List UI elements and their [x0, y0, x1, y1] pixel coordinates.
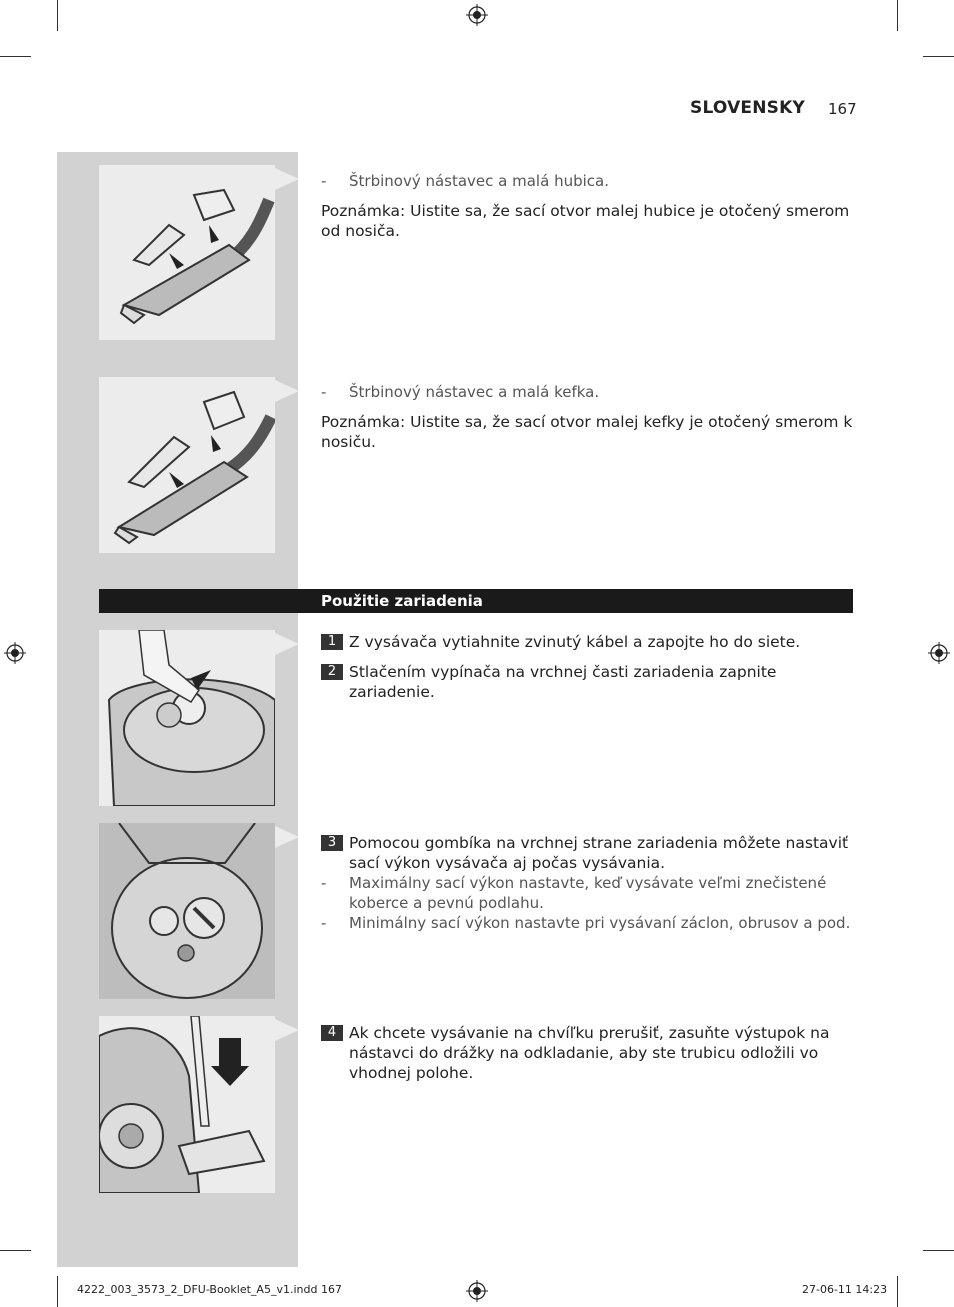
- bullet-dash: -: [321, 874, 327, 892]
- step-number: 4: [321, 1025, 343, 1041]
- note-text: Poznámka: Uistite sa, že sací otvor malej kefky je otočený smerom k nosiču.: [321, 413, 853, 451]
- step-number: 2: [321, 664, 343, 680]
- step-text: Z vysávača vytiahnite zvinutý kábel a zapojte ho do siete.: [349, 633, 801, 651]
- illustration-pointer: [275, 168, 299, 190]
- illustration-on-off-switch: [99, 630, 275, 806]
- step-2: [321, 662, 856, 702]
- step-text: Ak chcete vysávanie na chvíľku prerušiť, zasuňte výstupok na nástavci do drážky na odkladanie, aby ste trubicu odložili vo vhodnej polohe.: [349, 1024, 830, 1082]
- section-title: Použitie zariadenia: [321, 592, 483, 610]
- page-number: 167: [828, 100, 857, 118]
- illustration-power-knob: [99, 823, 275, 999]
- crop-mark-icon: [923, 1250, 954, 1251]
- step-3: [321, 833, 856, 873]
- step-number: 3: [321, 835, 343, 851]
- list-item: [321, 873, 856, 913]
- crop-mark-icon: [57, 1276, 58, 1307]
- crop-mark-icon: [0, 56, 31, 57]
- list-item: [321, 913, 856, 933]
- bullet-text: Maximálny sací výkon nastavte, keď vysávate veľmi znečistené koberce a pevnú podlahu.: [349, 874, 827, 912]
- registration-mark-icon: [466, 1280, 488, 1302]
- bullet-text: Štrbinový nástavec a malá hubica.: [349, 172, 609, 190]
- crop-mark-icon: [897, 0, 898, 31]
- step-1: [321, 632, 856, 652]
- bullet-dash: -: [321, 383, 327, 401]
- step-text: Stlačením vypínača na vrchnej časti zariadenia zapnite zariadenie.: [349, 663, 777, 701]
- footer-date: 27-06-11 14:23: [802, 1283, 888, 1296]
- crop-mark-icon: [897, 1276, 898, 1307]
- registration-mark-icon: [466, 4, 488, 26]
- block2: [321, 382, 856, 452]
- illustration-crevice-nozzle: [99, 165, 275, 340]
- step-4: [321, 1023, 856, 1083]
- note-text: Poznámka: Uistite sa, že sací otvor malej hubice je otočený smerom od nosiča.: [321, 202, 850, 240]
- step-4-block: [321, 1023, 856, 1083]
- block1: [321, 171, 856, 241]
- crop-mark-icon: [57, 0, 58, 31]
- registration-mark-icon: [928, 642, 950, 664]
- bullet-text: Minimálny sací výkon nastavte pri vysávaní záclon, obrusov a pod.: [349, 914, 851, 932]
- bullet-dash: -: [321, 914, 327, 932]
- illustration-pointer: [275, 1019, 299, 1041]
- illustration-pointer: [275, 633, 299, 655]
- illustration-parking-position: [99, 1016, 275, 1193]
- illustration-crevice-brush: [99, 377, 275, 553]
- illustration-pointer: [275, 380, 299, 402]
- crop-mark-icon: [923, 56, 954, 57]
- section-header: [99, 589, 853, 613]
- header-language: SLOVENSKY: [690, 98, 805, 118]
- registration-mark-icon: [4, 642, 26, 664]
- step-number: 1: [321, 634, 343, 650]
- illustration-pointer: [275, 826, 299, 848]
- step-3-block: [321, 833, 856, 933]
- step-text: Pomocou gombíka na vrchnej strane zariadenia môžete nastaviť sací výkon vysávača aj počas vysávania.: [349, 834, 849, 872]
- bullet-dash: -: [321, 172, 327, 190]
- bullet-text: Štrbinový nástavec a malá kefka.: [349, 383, 600, 401]
- footer-file: 4222_003_3573_2_DFU-Booklet_A5_v1.indd 167: [77, 1283, 342, 1296]
- crop-mark-icon: [0, 1250, 31, 1251]
- steps-1-2: [321, 632, 856, 702]
